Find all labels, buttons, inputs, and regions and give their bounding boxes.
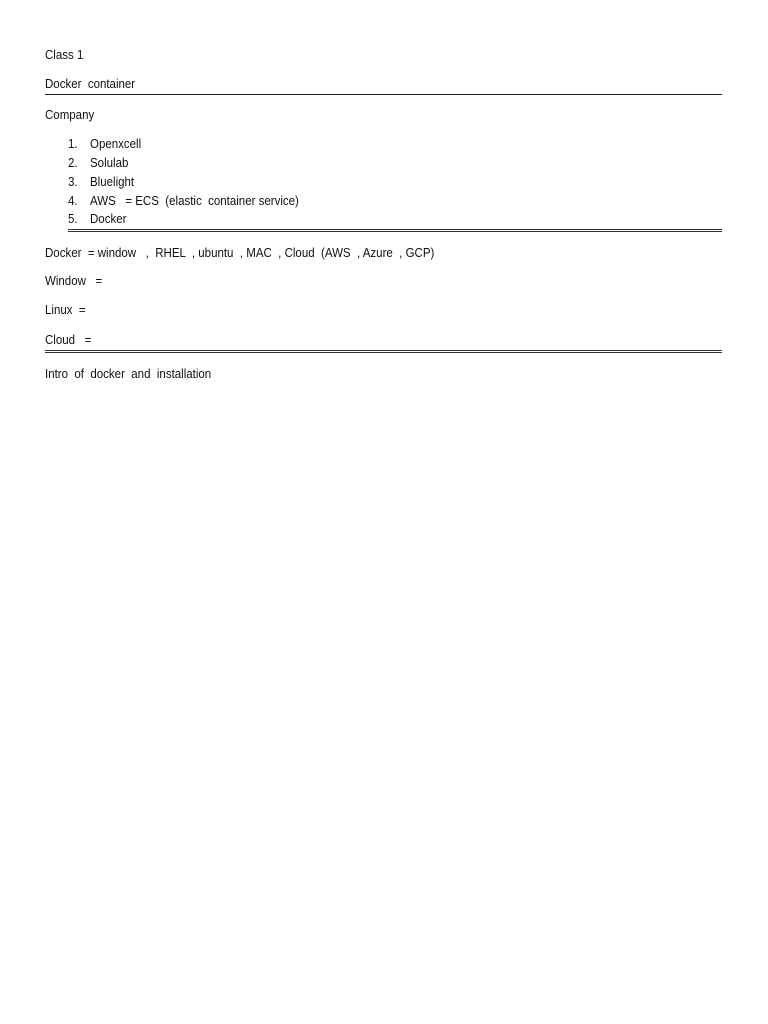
list-number: 5.	[68, 212, 78, 226]
list-item: Openxcell	[90, 137, 142, 151]
doc-title: Class 1	[45, 48, 84, 62]
linux-line: Linux =	[45, 303, 86, 317]
list-number: 2.	[68, 156, 78, 170]
doc-subtitle: Docker container	[45, 77, 136, 91]
intro-line: Intro of docker and installation	[45, 367, 212, 381]
docker-platforms-line: Docker = window , RHEL , ubuntu , MAC , Cloud (AWS , Azure , GCP)	[45, 246, 435, 260]
cloud-line: Cloud =	[45, 333, 92, 347]
list-number: 4.	[68, 194, 78, 208]
company-label: Company	[45, 108, 95, 122]
double-rule	[68, 229, 722, 232]
list-item: AWS = ECS (elastic container service)	[90, 194, 299, 208]
window-line: Window =	[45, 274, 103, 288]
list-item: Solulab	[90, 156, 129, 170]
list-number: 1.	[68, 137, 78, 151]
list-number: 3.	[68, 175, 78, 189]
double-rule	[45, 350, 722, 353]
horizontal-rule	[45, 94, 722, 95]
list-item: Bluelight	[90, 175, 135, 189]
list-item: Docker	[90, 212, 127, 226]
